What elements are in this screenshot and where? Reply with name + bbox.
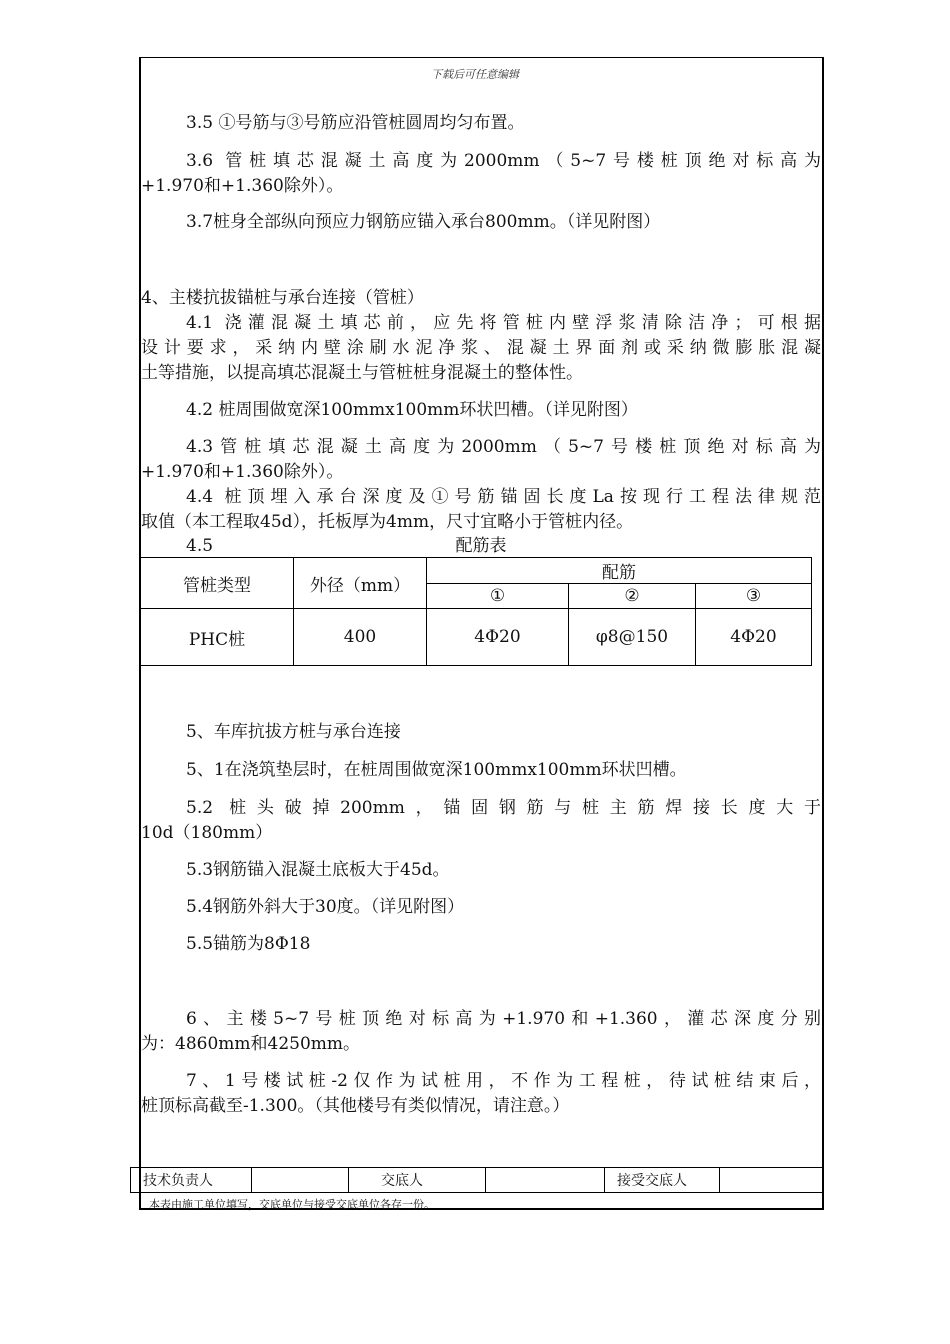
cell-rebar-2: φ8@150: [569, 609, 696, 666]
field-tech-lead[interactable]: [252, 1168, 349, 1193]
label-receiver: 接受交底人: [605, 1168, 720, 1193]
para-5-5: 5.5锚筋为8Φ18: [186, 934, 311, 954]
para-3-6-line2: +1.970和+1.360除外）。: [141, 176, 344, 196]
header-rebar-3: ③: [696, 584, 812, 609]
section-4-title: 4、主楼抗拔锚桩与承台连接（管桩）: [141, 288, 424, 308]
para-4-5-label: 4.5: [186, 536, 214, 556]
rebar-table: [140, 557, 812, 666]
footnote: 本表由施工单位填写，交底单位与接受交底单位各存一份。: [149, 1198, 435, 1211]
para-4-1-line2: 设计要求，采纳内壁涂刷水泥净浆、混凝土界面剂或采纳微膨胀混凝: [141, 338, 821, 358]
header-outer-diameter: 外径（mm）: [294, 558, 427, 609]
section-6-line2: 为：4860mm和4250mm。: [141, 1034, 361, 1054]
section-5-title: 5、车库抗拔方桩与承台连接: [186, 722, 401, 742]
para-5-1: 5、1在浇筑垫层时，在桩周围做宽深100mmx100mm环状凹槽。: [186, 760, 687, 780]
para-4-4-line2: 取值（本工程取45d），托板厚为4mm，尺寸宜略小于管桩内径。: [141, 512, 634, 532]
table-row: [141, 609, 812, 666]
para-5-3: 5.3钢筋锚入混凝土底板大于45d。: [186, 860, 450, 880]
section-7-line1: 7、1号楼试桩-2仅作为试桩用，不作为工程桩，待试桩结束后，: [186, 1071, 821, 1091]
cell-pile-type: PHC桩: [141, 609, 294, 666]
para-5-4: 5.4钢筋外斜大于30度。（详见附图）: [186, 897, 465, 917]
para-4-2: 4.2 桩周围做宽深100mmx100mm环状凹槽。（详见附图）: [186, 400, 638, 420]
para-3-6-line1: 3.6 管桩填芯混凝土高度为2000mm（5~7号楼桩顶绝对标高为: [186, 151, 821, 171]
header-rebar-1: ①: [427, 584, 569, 609]
field-presenter[interactable]: [486, 1168, 605, 1193]
para-3-7: 3.7桩身全部纵向预应力钢筋应锚入承台800mm。（详见附图）: [186, 212, 661, 232]
label-tech-lead: 技术负责人: [131, 1168, 252, 1193]
signature-table: [130, 1167, 824, 1193]
section-7-line2: 桩顶标高截至-1.300。（其他楼号有类似情况，请注意。）: [141, 1096, 570, 1116]
cell-rebar-3: 4Φ20: [696, 609, 812, 666]
header-pile-type: 管桩类型: [141, 558, 294, 609]
rebar-table-title: 配筋表: [455, 536, 507, 556]
para-3-5: 3.5 ①号筋与③号筋应沿管桩圆周均匀布置。: [186, 113, 525, 133]
para-4-3-line1: 4.3管桩填芯混凝土高度为2000mm（5~7号楼桩顶绝对标高为: [186, 437, 821, 457]
para-4-1-line3: 土等措施，以提高填芯混凝土与管桩桩身混凝土的整体性。: [141, 363, 583, 383]
para-4-4-line1: 4.4 桩顶埋入承台深度及①号筋锚固长度La按现行工程法律规范: [186, 487, 821, 507]
watermark: 下载后可任意编辑: [431, 68, 519, 81]
section-6-line1: 6、主楼5~7号桩顶绝对标高为+1.970和+1.360，灌芯深度分别: [186, 1009, 821, 1029]
cell-outer-diameter: 400: [294, 609, 427, 666]
cell-rebar-1: 4Φ20: [427, 609, 569, 666]
para-4-3-line2: +1.970和+1.360除外）。: [141, 462, 344, 482]
para-4-1-line1: 4.1 浇灌混凝土填芯前，应先将管桩内壁浮浆清除洁净；可根据: [186, 313, 821, 333]
para-5-2-line2: 10d（180mm）: [141, 823, 273, 843]
label-presenter: 交底人: [349, 1168, 486, 1193]
para-5-2-line1: 5.2 桩头破掉200mm，锚固钢筋与桩主筋焊接长度大于: [186, 798, 821, 818]
field-receiver[interactable]: [720, 1168, 824, 1193]
header-rebar: 配筋: [427, 558, 812, 584]
header-rebar-2: ②: [569, 584, 696, 609]
